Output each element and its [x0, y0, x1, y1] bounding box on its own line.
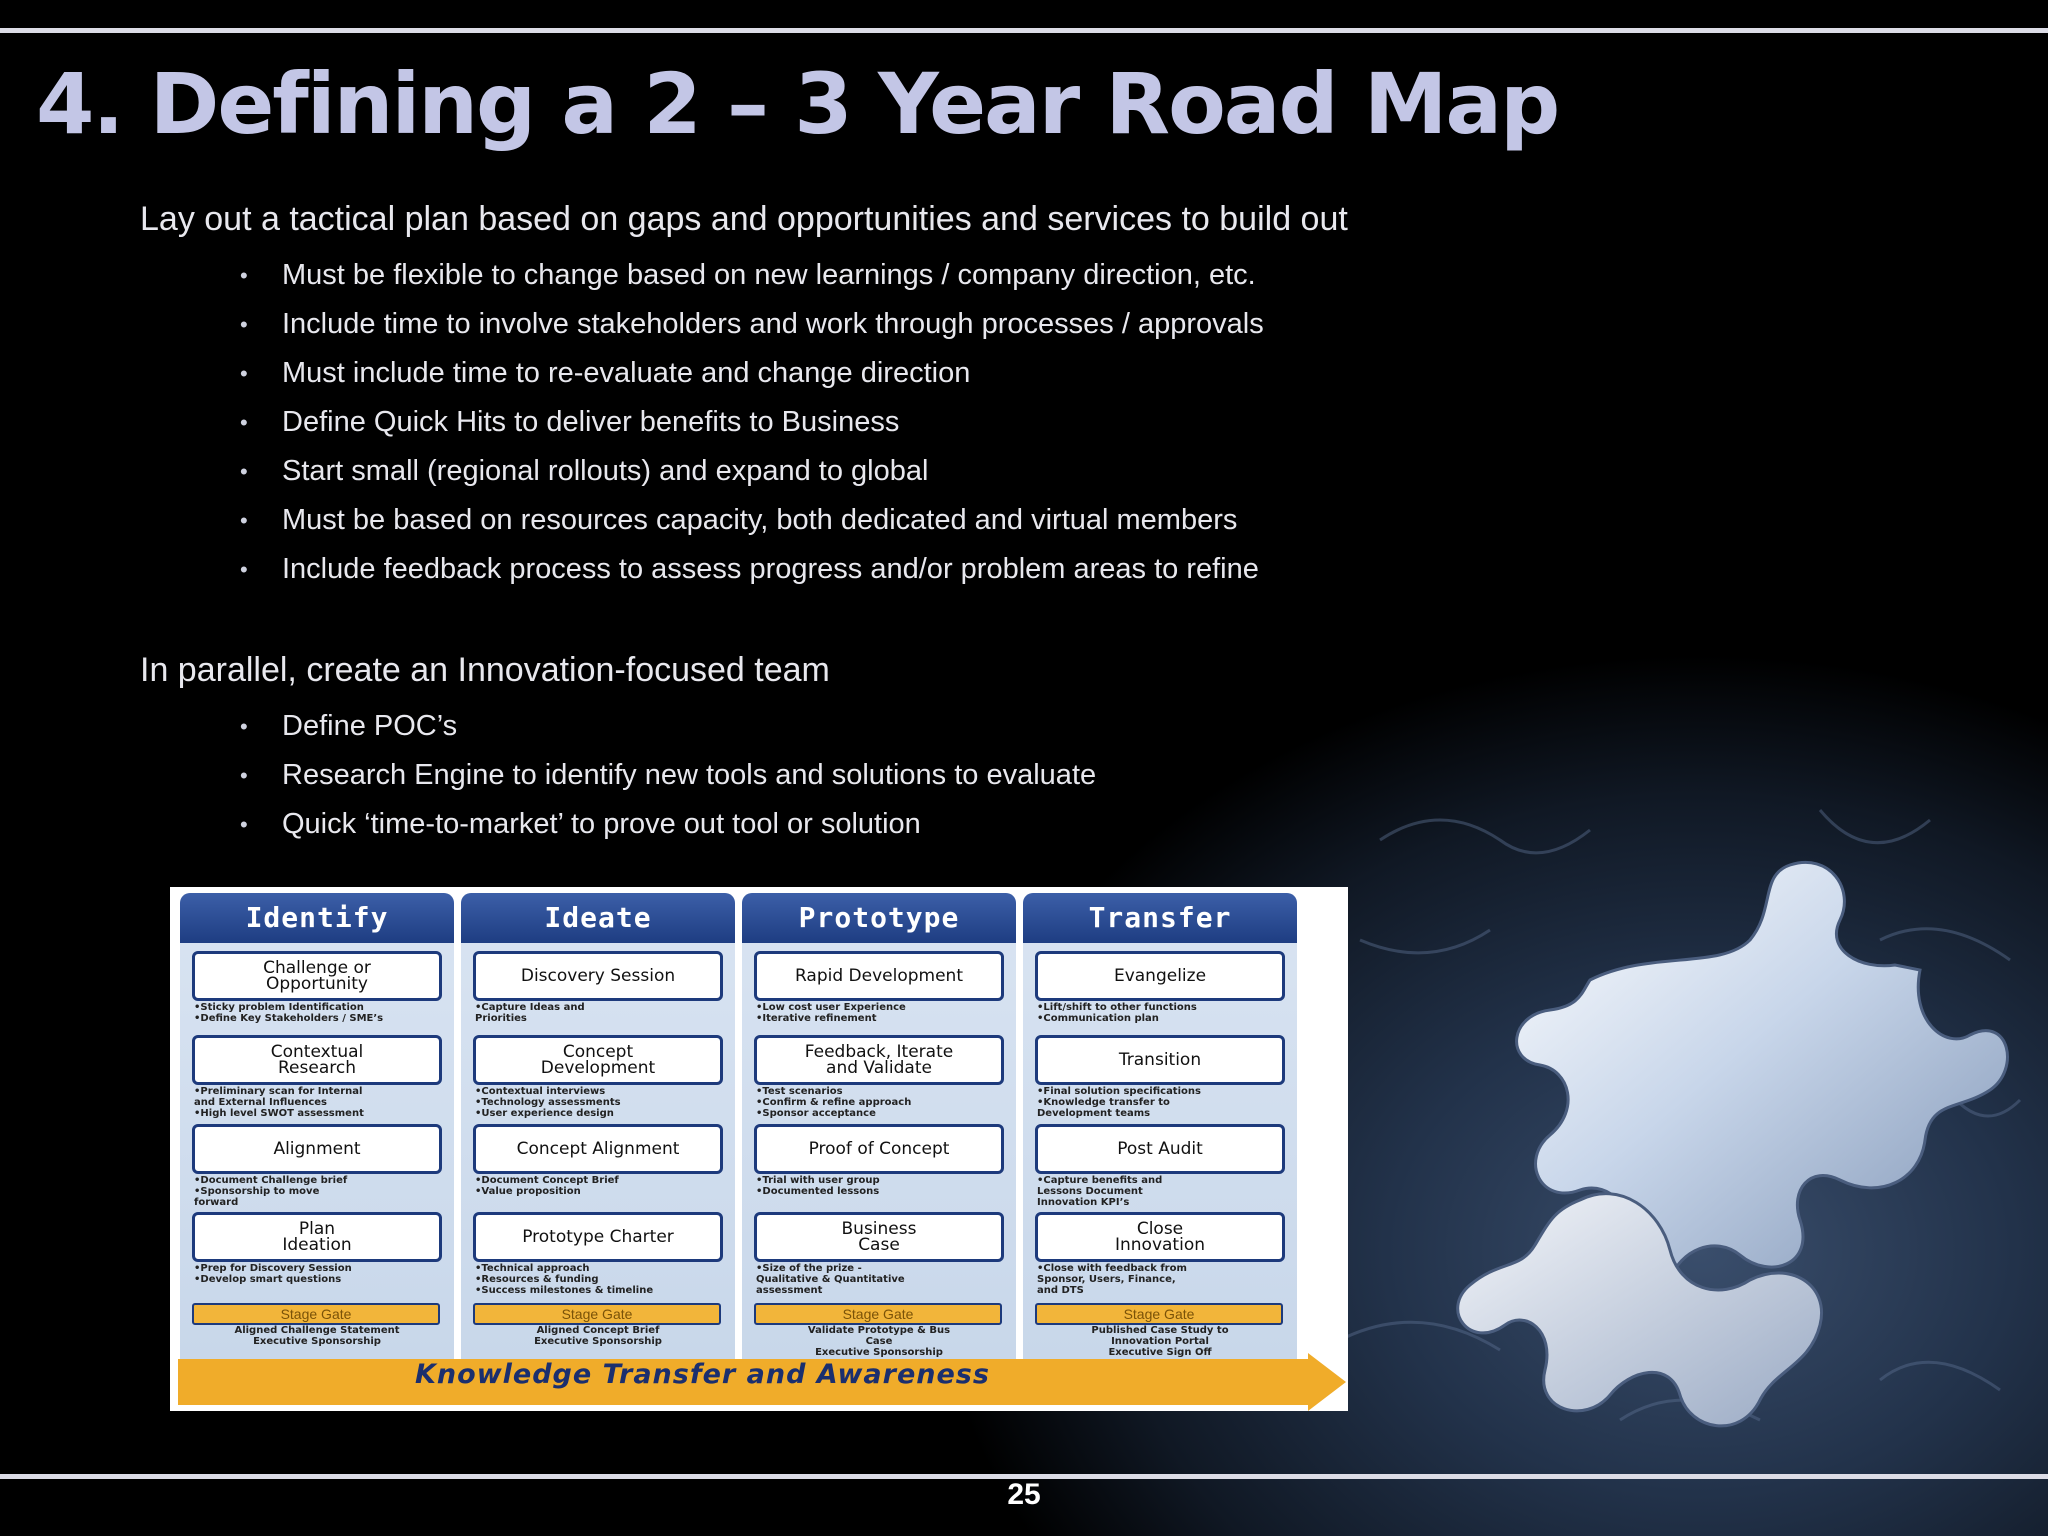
- process-step-box: Discovery Session: [473, 951, 723, 1001]
- bullet-glyph: •: [240, 459, 248, 484]
- process-step-box: Rapid Development: [754, 951, 1004, 1001]
- process-step-box: Prototype Charter: [473, 1212, 723, 1262]
- process-step-notes: •Close with feedback from Sponsor, Users, Finance, and DTS: [1037, 1263, 1187, 1296]
- innovation-process-diagram: [170, 887, 1348, 1411]
- bullet-item: [240, 349, 1264, 398]
- bullet-text: Define POC’s: [282, 710, 458, 742]
- bullet-item: [240, 800, 1096, 849]
- process-step-box: Post Audit: [1035, 1124, 1285, 1174]
- process-step-box: Transition: [1035, 1035, 1285, 1085]
- process-step-notes: •Contextual interviews •Technology assessments •User experience design: [475, 1086, 621, 1119]
- section1-bullet-list: [240, 251, 1264, 594]
- process-step-box: Evangelize: [1035, 951, 1285, 1001]
- process-step-box: Alignment: [192, 1124, 442, 1174]
- bullet-item: [240, 251, 1264, 300]
- stage-outcome: Published Case Study to Innovation Portal Executive Sign Off: [1091, 1325, 1229, 1358]
- bullet-item: [240, 702, 1096, 751]
- bullet-item: [240, 300, 1264, 349]
- bullet-text: Include feedback process to assess progress and/or problem areas to refine: [282, 553, 1259, 585]
- section2-lead: In parallel, create an Innovation-focused team: [140, 651, 830, 689]
- process-step-box: Contextual Research: [192, 1035, 442, 1085]
- process-step-notes: •Low cost user Experience •Iterative refinement: [756, 1002, 906, 1024]
- column-header: Prototype: [742, 893, 1016, 943]
- bullet-item: [240, 398, 1264, 447]
- bullet-glyph: •: [240, 312, 248, 337]
- column-header: Identify: [180, 893, 454, 943]
- bullet-text: Include time to involve stakeholders and work through processes / approvals: [282, 308, 1264, 340]
- puzzle-pieces-illustration: [1320, 780, 2048, 1470]
- process-step-box: Challenge or Opportunity: [192, 951, 442, 1001]
- column-header: Ideate: [461, 893, 735, 943]
- bullet-text: Research Engine to identify new tools and solutions to evaluate: [282, 759, 1097, 791]
- bullet-text: Start small (regional rollouts) and expand to global: [282, 455, 929, 487]
- process-step-box: Plan Ideation: [192, 1212, 442, 1262]
- process-step-notes: •Prep for Discovery Session •Develop smart questions: [194, 1263, 352, 1285]
- section1-lead: Lay out a tactical plan based on gaps and opportunities and services to build out: [140, 200, 1348, 238]
- bullet-glyph: •: [240, 812, 248, 837]
- bullet-glyph: •: [240, 763, 248, 788]
- top-rule: [0, 28, 2048, 33]
- process-step-notes: •Final solution specifications •Knowledge transfer to Development teams: [1037, 1086, 1201, 1119]
- process-column-transfer: [1023, 893, 1297, 1359]
- process-step-notes: •Document Concept Brief •Value proposition: [475, 1175, 619, 1197]
- stage-gate-bar: Stage Gate: [473, 1303, 721, 1325]
- bullet-item: [240, 545, 1264, 594]
- bullet-glyph: •: [240, 263, 248, 288]
- process-step-notes: •Capture Ideas and Priorities: [475, 1002, 585, 1024]
- bullet-glyph: •: [240, 557, 248, 582]
- knowledge-transfer-label: Knowledge Transfer and Awareness: [415, 1359, 990, 1390]
- process-column-prototype: [742, 893, 1016, 1359]
- process-step-notes: •Document Challenge brief •Sponsorship to move forward: [194, 1175, 348, 1208]
- process-step-box: Proof of Concept: [754, 1124, 1004, 1174]
- process-step-notes: •Technical approach •Resources & funding •Success milestones & timeline: [475, 1263, 654, 1296]
- bullet-item: [240, 496, 1264, 545]
- process-step-box: Close Innovation: [1035, 1212, 1285, 1262]
- process-step-notes: •Preliminary scan for Internal and External Influences •High level SWOT assessment: [194, 1086, 364, 1119]
- process-step-box: Feedback, Iterate and Validate: [754, 1035, 1004, 1085]
- stage-outcome: Aligned Challenge Statement Executive Sponsorship: [234, 1325, 400, 1347]
- stage-gate-bar: Stage Gate: [192, 1303, 440, 1325]
- process-column-identify: [180, 893, 454, 1359]
- page-number: 25: [1007, 1478, 1041, 1511]
- stage-gate-bar: Stage Gate: [1035, 1303, 1283, 1325]
- bullet-glyph: •: [240, 410, 248, 435]
- process-step-notes: •Sticky problem Identification •Define Key Stakeholders / SME’s: [194, 1002, 384, 1024]
- process-step-notes: •Size of the prize - Qualitative & Quantitative assessment: [756, 1263, 905, 1296]
- bullet-glyph: •: [240, 714, 248, 739]
- stage-outcome: Aligned Concept Brief Executive Sponsorship: [534, 1325, 662, 1347]
- bullet-text: Define Quick Hits to deliver benefits to Business: [282, 406, 900, 438]
- process-step-box: Concept Development: [473, 1035, 723, 1085]
- bullet-item: [240, 751, 1096, 800]
- process-step-notes: •Lift/shift to other functions •Communication plan: [1037, 1002, 1197, 1024]
- bullet-glyph: •: [240, 508, 248, 533]
- column-header: Transfer: [1023, 893, 1297, 943]
- bullet-item: [240, 447, 1264, 496]
- process-step-notes: •Trial with user group •Documented lessons: [756, 1175, 880, 1197]
- process-step-notes: •Test scenarios •Confirm & refine approach •Sponsor acceptance: [756, 1086, 912, 1119]
- bullet-glyph: •: [240, 361, 248, 386]
- slide-title: 4. Defining a 2 – 3 Year Road Map: [36, 55, 1559, 153]
- stage-outcome: Validate Prototype & Bus Case Executive Sponsorship: [807, 1325, 951, 1358]
- stage-gate-bar: Stage Gate: [754, 1303, 1002, 1325]
- bullet-text: Must be flexible to change based on new learnings / company direction, etc.: [282, 259, 1256, 291]
- section2-bullet-list: [240, 702, 1096, 849]
- bullet-text: Must include time to re-evaluate and change direction: [282, 357, 971, 389]
- process-step-notes: •Capture benefits and Lessons Document Innovation KPI’s: [1037, 1175, 1163, 1208]
- bullet-text: Must be based on resources capacity, both dedicated and virtual members: [282, 504, 1238, 536]
- process-step-box: Concept Alignment: [473, 1124, 723, 1174]
- bullet-text: Quick ‘time-to-market’ to prove out tool or solution: [282, 808, 921, 840]
- process-column-ideate: [461, 893, 735, 1359]
- process-step-box: Business Case: [754, 1212, 1004, 1262]
